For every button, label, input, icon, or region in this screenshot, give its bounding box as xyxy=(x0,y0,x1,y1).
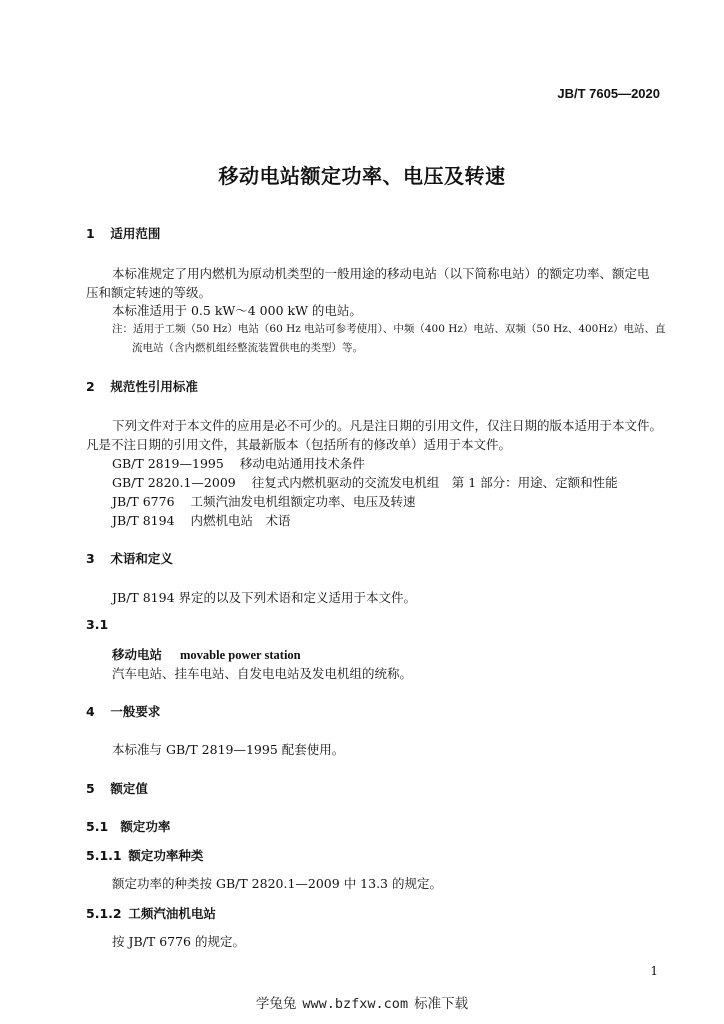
note-line: 流电站（含内燃机组经整流装置供电的类型）等。 xyxy=(132,342,363,354)
section-5-1-1-heading xyxy=(86,846,203,864)
section-4-heading xyxy=(86,702,160,720)
section-title: 额定功率种类 xyxy=(128,848,204,863)
section-number: 4 xyxy=(86,704,95,719)
section-title: 规范性引用标准 xyxy=(110,379,198,394)
paragraph-line: 压和额定转速的等级。 xyxy=(86,285,212,300)
section-title: 术语和定义 xyxy=(110,551,173,566)
document-title: 移动电站额定功率、电压及转速 xyxy=(218,164,506,188)
section-number: 5 xyxy=(86,781,95,796)
footer-site-name: 学兔兔 xyxy=(255,996,297,1012)
section-5-1-heading xyxy=(86,817,170,835)
reference-item xyxy=(112,511,291,529)
reference-title: 移动电站通用技术条件 xyxy=(239,456,365,471)
reference-title: 内燃机电站 术语 xyxy=(190,513,291,528)
term-definition: 汽车电站、挂车电站、自发电电站及发电机组的统称。 xyxy=(112,666,413,681)
section-title: 适用范围 xyxy=(110,226,161,241)
reference-item xyxy=(112,454,365,472)
section-title: 额定值 xyxy=(110,781,148,796)
footer-tagline: 标准下载 xyxy=(414,996,469,1012)
section-title: 工频汽油机电站 xyxy=(128,906,216,921)
section-5-1-2-heading xyxy=(86,904,216,922)
section-number: 1 xyxy=(86,226,95,241)
subsection-3-1-number: 3.1 xyxy=(86,617,109,632)
section-number: 2 xyxy=(86,379,95,394)
reference-code: GB/T 2820.1—2009 xyxy=(112,475,236,490)
reference-code: GB/T 2819—1995 xyxy=(112,456,224,471)
paragraph: 按 JB/T 6776 的规定。 xyxy=(112,934,245,949)
section-title: 额定功率 xyxy=(120,819,171,834)
section-2-heading xyxy=(86,377,198,395)
reference-code: JB/T 6776 xyxy=(112,494,175,509)
footer-watermark xyxy=(0,992,724,1012)
term-english: movable power station xyxy=(180,648,301,662)
footer-url[interactable]: www.bzfxw.com xyxy=(302,996,409,1012)
paragraph: JB/T 8194 界定的以及下列术语和定义适用于本文件。 xyxy=(112,590,417,605)
standard-number: JB/T 7605—2020 xyxy=(557,86,660,101)
section-5-heading xyxy=(86,779,148,797)
page-number: 1 xyxy=(650,964,658,978)
section-3-heading xyxy=(86,549,173,567)
reference-code: JB/T 8194 xyxy=(112,513,175,528)
reference-item xyxy=(112,492,416,510)
paragraph-line: 本标准规定了用内燃机为原动机类型的一般用途的移动电站（以下简称电站）的额定功率、额定电 xyxy=(112,266,650,281)
section-number: 5.1 xyxy=(86,819,109,834)
section-1-heading xyxy=(86,224,160,242)
term-chinese: 移动电站 xyxy=(112,647,163,662)
section-number: 5.1.2 xyxy=(86,906,122,921)
paragraph-line: 下列文件对于本文件的应用是必不可少的。凡是注日期的引用文件，仅注日期的版本适用于本文件。 xyxy=(112,418,663,433)
reference-title: 往复式内燃机驱动的交流发电机组 第 1 部分：用途、定额和性能 xyxy=(251,475,618,490)
paragraph: 本标准适用于 0.5 kW～4 000 kW 的电站。 xyxy=(112,303,362,318)
section-title: 一般要求 xyxy=(110,704,161,719)
reference-item xyxy=(112,473,618,491)
paragraph: 本标准与 GB/T 2819—1995 配套使用。 xyxy=(112,742,345,757)
reference-title: 工频汽油发电机组额定功率、电压及转速 xyxy=(190,494,416,509)
paragraph-line: 凡是不注日期的引用文件，其最新版本（包括所有的修改单）适用于本文件。 xyxy=(86,437,512,452)
paragraph: 额定功率的种类按 GB/T 2820.1—2009 中 13.3 的规定。 xyxy=(112,876,442,891)
note-line: 注：适用于工频（50 Hz）电站（60 Hz 电站可参考使用）、中频（400 Hz）电站、双频（50 Hz、400Hz）电站、直 xyxy=(112,323,666,335)
term-entry xyxy=(112,645,301,663)
section-number: 3 xyxy=(86,551,95,566)
section-number: 5.1.1 xyxy=(86,848,122,863)
